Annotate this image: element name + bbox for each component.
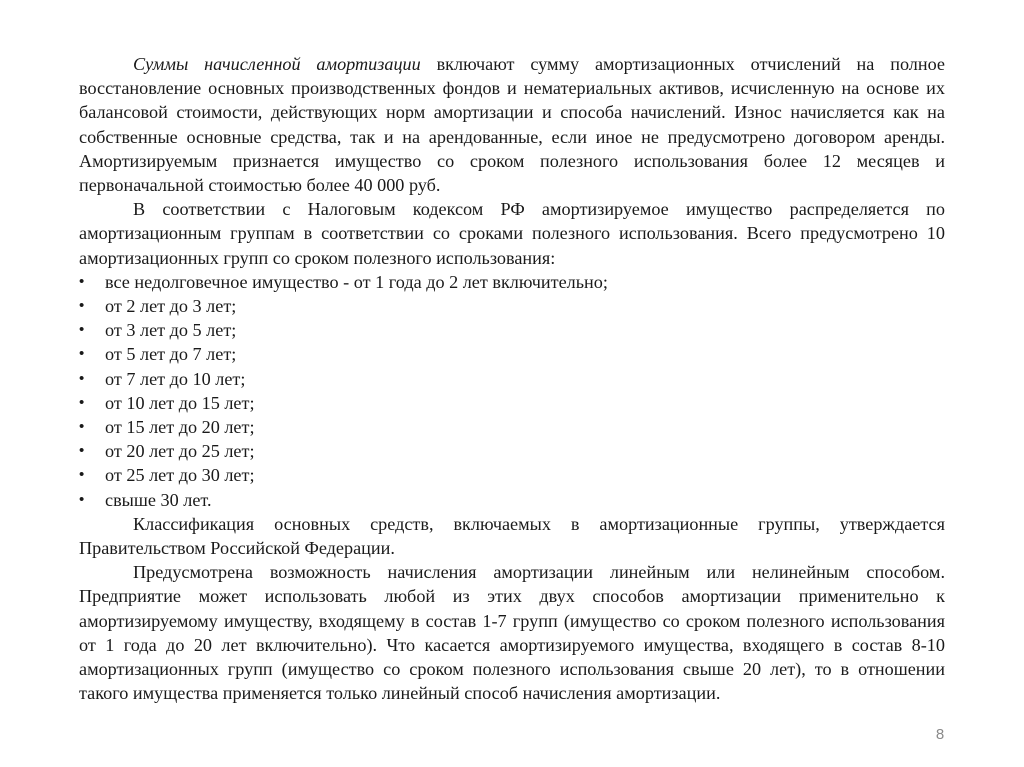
paragraph-depreciation-definition [79, 52, 945, 197]
document-page [79, 52, 945, 705]
paragraph-text: В соответствии с Налоговым кодексом РФ амортизируемое имущество распределяется по амортизационным группам в соответствии со сроками полезного использования. Всего предусмотрено 10 амортизационных групп со сроком полезного использования: [79, 199, 945, 268]
bullet-icon: • [79, 272, 85, 290]
bullet-icon: • [79, 490, 85, 508]
list-item-text: свыше 30 лет. [105, 489, 212, 510]
list-item [79, 342, 945, 366]
bullet-icon: • [79, 297, 85, 315]
bullet-icon: • [79, 345, 85, 363]
list-item-text: от 7 лет до 10 лет; [105, 368, 246, 389]
paragraph-text: Предусмотрена возможность начисления амортизации линейным или нелинейным способом. Предприятие может использовать любой из этих двух способов амортизации применительно к амортизируемому имуществу, входящему в состав 1-7 групп (имущество со сроком полезного использования от 1 года до 20 лет включительно). Что касается амортизируемого имущества, входящего в состав 8-10 амортизационных групп (имущество со сроком полезного использования свыше 20 лет), то в отношении такого имущества применяется только линейный способ начисления амортизации. [79, 562, 945, 704]
list-item [79, 318, 945, 342]
list-item-text: от 2 лет до 3 лет; [105, 296, 237, 317]
bullet-icon: • [79, 442, 85, 460]
list-item [79, 367, 945, 391]
depreciation-groups-list [79, 270, 945, 512]
list-item [79, 463, 945, 487]
bullet-icon: • [79, 369, 85, 387]
bullet-icon: • [79, 418, 85, 436]
paragraph-classification [79, 512, 945, 560]
list-item-text: все недолговечное имущество - от 1 года до 2 лет включительно; [105, 271, 608, 292]
page-number: 8 [935, 726, 945, 743]
paragraph-depreciation-methods [79, 560, 945, 705]
list-item [79, 270, 945, 294]
list-item [79, 488, 945, 512]
list-item-text: от 3 лет до 5 лет; [105, 320, 237, 341]
list-item [79, 439, 945, 463]
bullet-icon: • [79, 393, 85, 411]
bullet-icon: • [79, 321, 85, 339]
emphasis-term: Суммы начисленной амортизации [133, 54, 421, 74]
list-item-text: от 5 лет до 7 лет; [105, 344, 237, 365]
list-item-text: от 25 лет до 30 лет; [105, 465, 255, 486]
list-item-text: от 15 лет до 20 лет; [105, 417, 255, 438]
list-item [79, 294, 945, 318]
paragraph-text: включают сумму амортизационных отчислений на полное восстановление основных производственных фондов и нематериальных активов, исчисленную на основе их балансовой стоимости, действующих норм амортизации и способа начислений. Износ начисляется как на собственные основные средства, так и на арендованные, если иное не предусмотрено договором аренды. Амортизируемым признается имущество со сроком полезного использования более 12 месяцев и первоначальной стоимостью более 40 000 руб. [79, 54, 945, 196]
list-item-text: от 20 лет до 25 лет; [105, 441, 255, 462]
list-item [79, 415, 945, 439]
bullet-icon: • [79, 466, 85, 484]
paragraph-tax-code-groups [79, 197, 945, 270]
paragraph-text: Классификация основных средств, включаемых в амортизационные группы, утверждается Правительством Российской Федерации. [79, 513, 945, 559]
list-item-text: от 10 лет до 15 лет; [105, 392, 255, 413]
list-item [79, 391, 945, 415]
